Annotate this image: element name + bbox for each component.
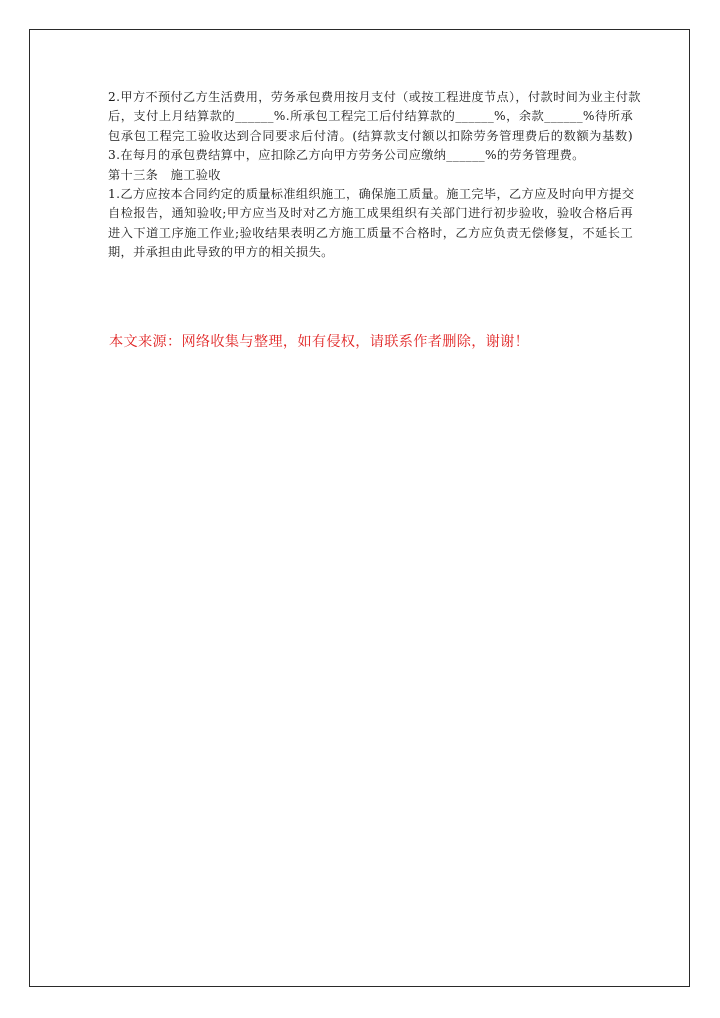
document-body	[108, 88, 641, 263]
source-notice: 本文来源：网络收集与整理，如有侵权，请联系作者删除，谢谢！	[109, 334, 530, 350]
clause-12-item-3: 3.在每月的承包费结算中，应扣除乙方向甲方劳务公司应缴纳______%的劳务管理费。	[108, 148, 585, 163]
clause-13-item-1-line-2: 自检报告，通知验收;甲方应当及时对乙方施工成果组织有关部门进行初步验收，验收合格后再	[108, 206, 633, 221]
clause-13-heading: 第十三条 施工验收	[108, 167, 221, 182]
clause-12-item-2-line-1: 2.甲方不预付乙方生活费用，劳务承包费用按月支付（或按工程进度节点），付款时间为业主付款	[108, 90, 641, 104]
clause-13-item-1-line-4: 期，并承担由此导致的甲方的相关损失。	[108, 245, 334, 260]
clause-13-item-1-line-1: 1.乙方应按本合同约定的质量标准组织施工，确保施工质量。施工完毕，乙方应及时向甲方提交	[108, 187, 635, 202]
clause-13-item-1-line-3: 进入下道工序施工作业;验收结果表明乙方施工质量不合格时，乙方应负责无偿修复，不延长工	[108, 225, 633, 240]
clause-12-item-2-line-2: 后，支付上月结算款的______%.所承包工程完工后付结算款的______%，余款______%待所承	[108, 109, 633, 124]
clause-12-item-2-line-3: 包承包工程完工验收达到合同要求后付清。(结算款支付额以扣除劳务管理费后的数额为基数)	[108, 128, 633, 143]
